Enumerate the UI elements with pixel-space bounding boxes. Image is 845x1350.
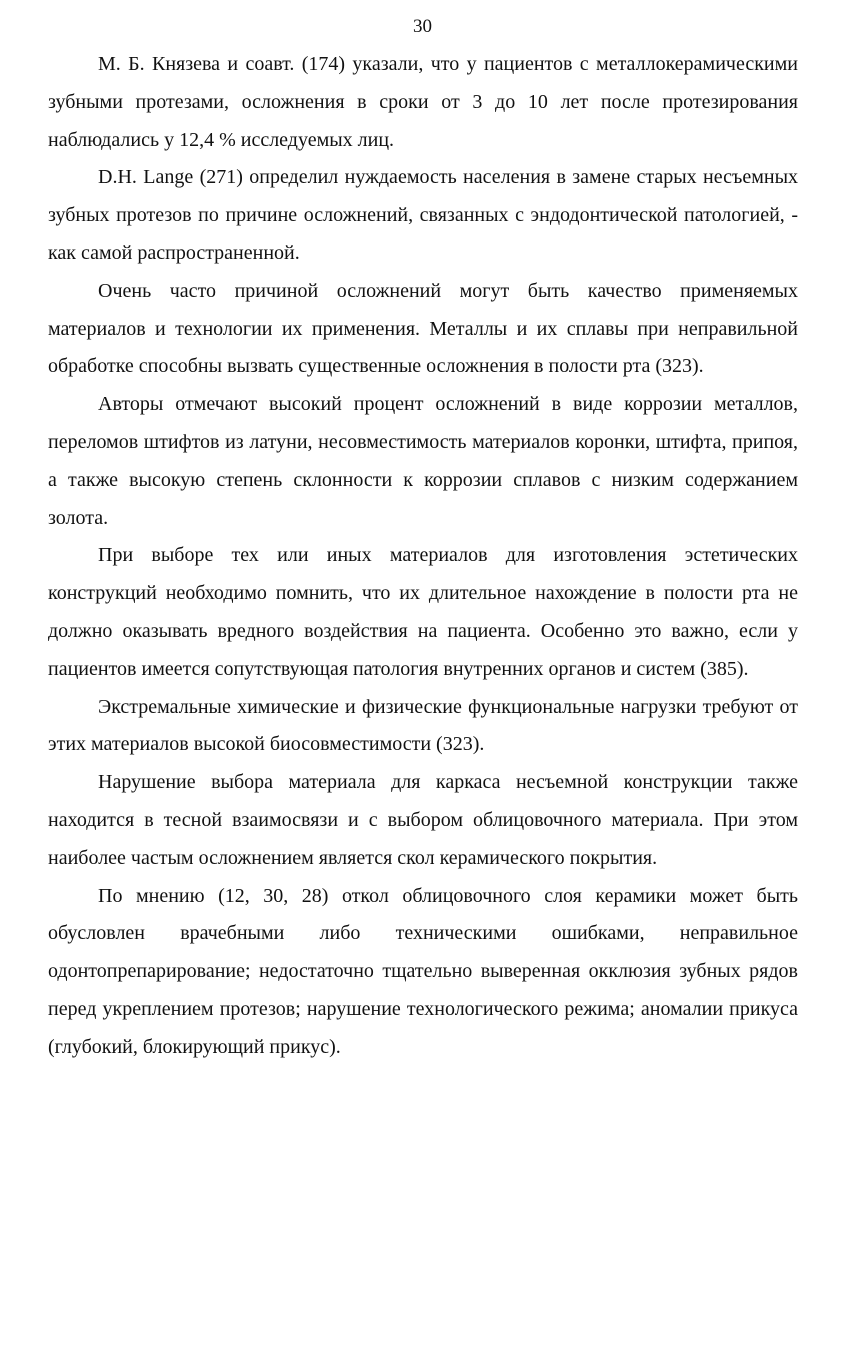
page-number: 30: [413, 16, 432, 37]
paragraph-4: Авторы отмечают высокий процент осложнений в виде коррозии металлов, переломов штифтов из латуни, несовместимость материалов коронки, штифта, припоя, а также высокую степень склонности к коррозии сплавов с низким содержанием золота.: [48, 393, 798, 529]
paragraph-8: По мнению (12, 30, 28) откол облицовочного слоя керамики может быть обусловлен врачебными либо техническими ошибками, неправильное одонтопрепарирование; недостаточно тщательно выверенная окклюзия зубных рядов перед укреплением протезов; нарушение технологического режима; аномалии прикуса (глубокий, блокирующий прикус).: [48, 884, 798, 1058]
paragraph-2: D.H. Lange (271) определил нуждаемость населения в замене старых несъемных зубных протезов по причине осложнений, связанных с эндодонтической патологией, - как самой распространенной.: [48, 166, 798, 264]
paragraph-7: Нарушение выбора материала для каркаса несъемной конструкции также находится в тесной взаимосвязи и с выбором облицовочного материала. При этом наиболее частым осложнением является скол керамического покрытия.: [48, 771, 798, 869]
paragraph-6: Экстремальные химические и физические функциональные нагрузки требуют от этих материалов высокой биосовместимости (323).: [48, 695, 798, 756]
paragraph-3: Очень часто причиной осложнений могут быть качество применяемых материалов и технологии их применения. Металлы и их сплавы при неправильной обработке способны вызвать существенные осложнения в полости рта (323).: [48, 279, 798, 378]
paragraph-5: При выборе тех или иных материалов для изготовления эстетических конструкций необходимо помнить, что их длительное нахождение в полости рта не должно оказывать вредного воздействия на пациента. Особенно это важно, если у пациентов имеется сопутствующая патология внутренних органов и систем (385).: [48, 544, 798, 680]
body-text: [48, 46, 798, 1067]
paragraph-1: М. Б. Князева и соавт. (174) указали, что у пациентов с металлокерамическими зубными протезами, осложнения в сроки от 3 до 10 лет после протезирования наблюдались у 12,4 % исследуемых лиц.: [48, 53, 798, 151]
